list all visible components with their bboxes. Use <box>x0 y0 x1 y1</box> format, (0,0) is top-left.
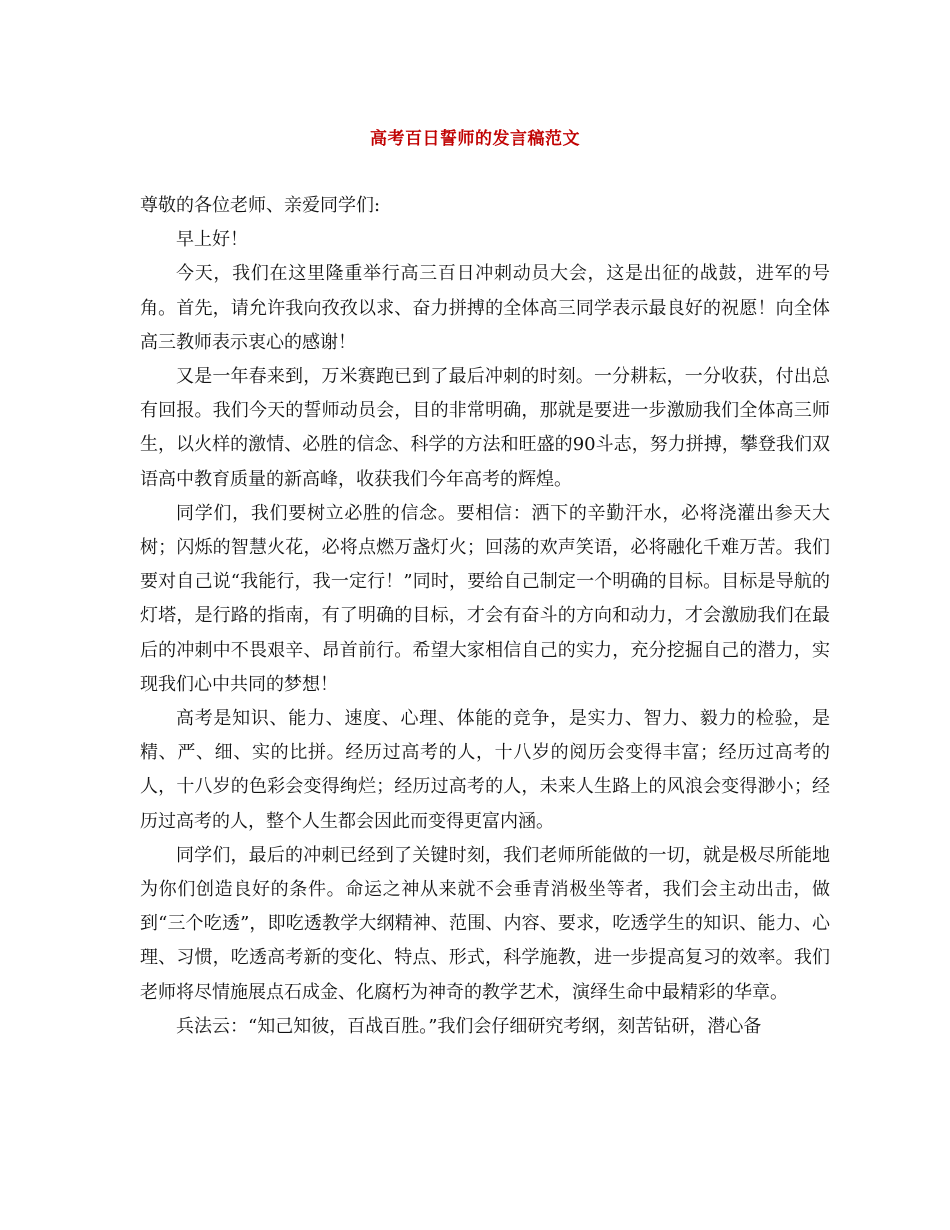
paragraph-confidence: 同学们，我们要树立必胜的信念。要相信：洒下的辛勤汗水，必将浇灌出参天大树；闪烁的智慧火花，必将点燃万盏灯火；回荡的欢声笑语，必将融化千难万苦。我们要对自己说“我能行，我一定行！”同时，要给自己制定一个明确的目标。目标是导航的灯塔，是行路的指南，有了明确的目标，才会有奋斗的方向和动力，才会激励我们在最后的冲刺中不畏艰辛、昂首前行。希望大家相信自己的实力，充分挖掘自己的潜力，实现我们心中共同的梦想！ <box>140 502 830 695</box>
paragraph-greeting: 早上好！ <box>176 229 248 251</box>
paragraph-exam-meaning: 高考是知识、能力、速度、心理、体能的竞争，是实力、智力、毅力的检验，是精、严、细、实的比拼。经历过高考的人，十八岁的阅历会变得丰富；经历过高考的人，十八岁的色彩会变得绚烂；经历过高考的人，未来人生路上的风浪会变得渺小；经历过高考的人，整个人生都会因此而变得更富内涵。 <box>140 708 830 832</box>
paragraph-teachers-commitment: 同学们，最后的冲刺已经到了关键时刻，我们老师所能做的一切，就是极尽所能地为你们创造良好的条件。命运之神从来就不会垂青消极坐等者，我们会主动出击，做到“三个吃透”，即吃透教学大纲精神、范围、内容、要求，吃透学生的知识、能力、心理、习惯，吃透高考新的变化、特点、形式，科学施教，进一步提高复习的效率。我们老师将尽情施展点石成金、化腐朽为神奇的教学艺术，演绎生命中最精彩的华章。 <box>140 844 830 1003</box>
paragraph-final-sprint: 又是一年春来到，万米赛跑已到了最后冲刺的时刻。一分耕耘，一分收获，付出总有回报。我们今天的誓师动员会，目的非常明确，那就是要进一步激励我们全体高三师生，以火样的激情、必胜的信念、科学的方法和旺盛的90斗志，努力拼搏，攀登我们双语高中教育质量的新高峰，收获我们今年高考的辉煌。 <box>140 366 830 490</box>
paragraph-art-of-war: 兵法云：“知己知彼，百战百胜。”我们会仔细研究考纲，刻苦钻研，潜心备 <box>176 1015 762 1037</box>
document-body <box>140 189 830 1044</box>
paragraph-opening: 今天，我们在这里隆重举行高三百日冲刺动员大会，这是出征的战鼓，进军的号角。首先，请允许我向孜孜以求、奋力拼搏的全体高三同学表示最良好的祝愿！向全体高三教师表示衷心的感谢！ <box>140 263 830 353</box>
document-title: 高考百日誓师的发言稿范文 <box>370 129 580 149</box>
salutation: 尊敬的各位老师、亲爱同学们: <box>140 195 381 216</box>
